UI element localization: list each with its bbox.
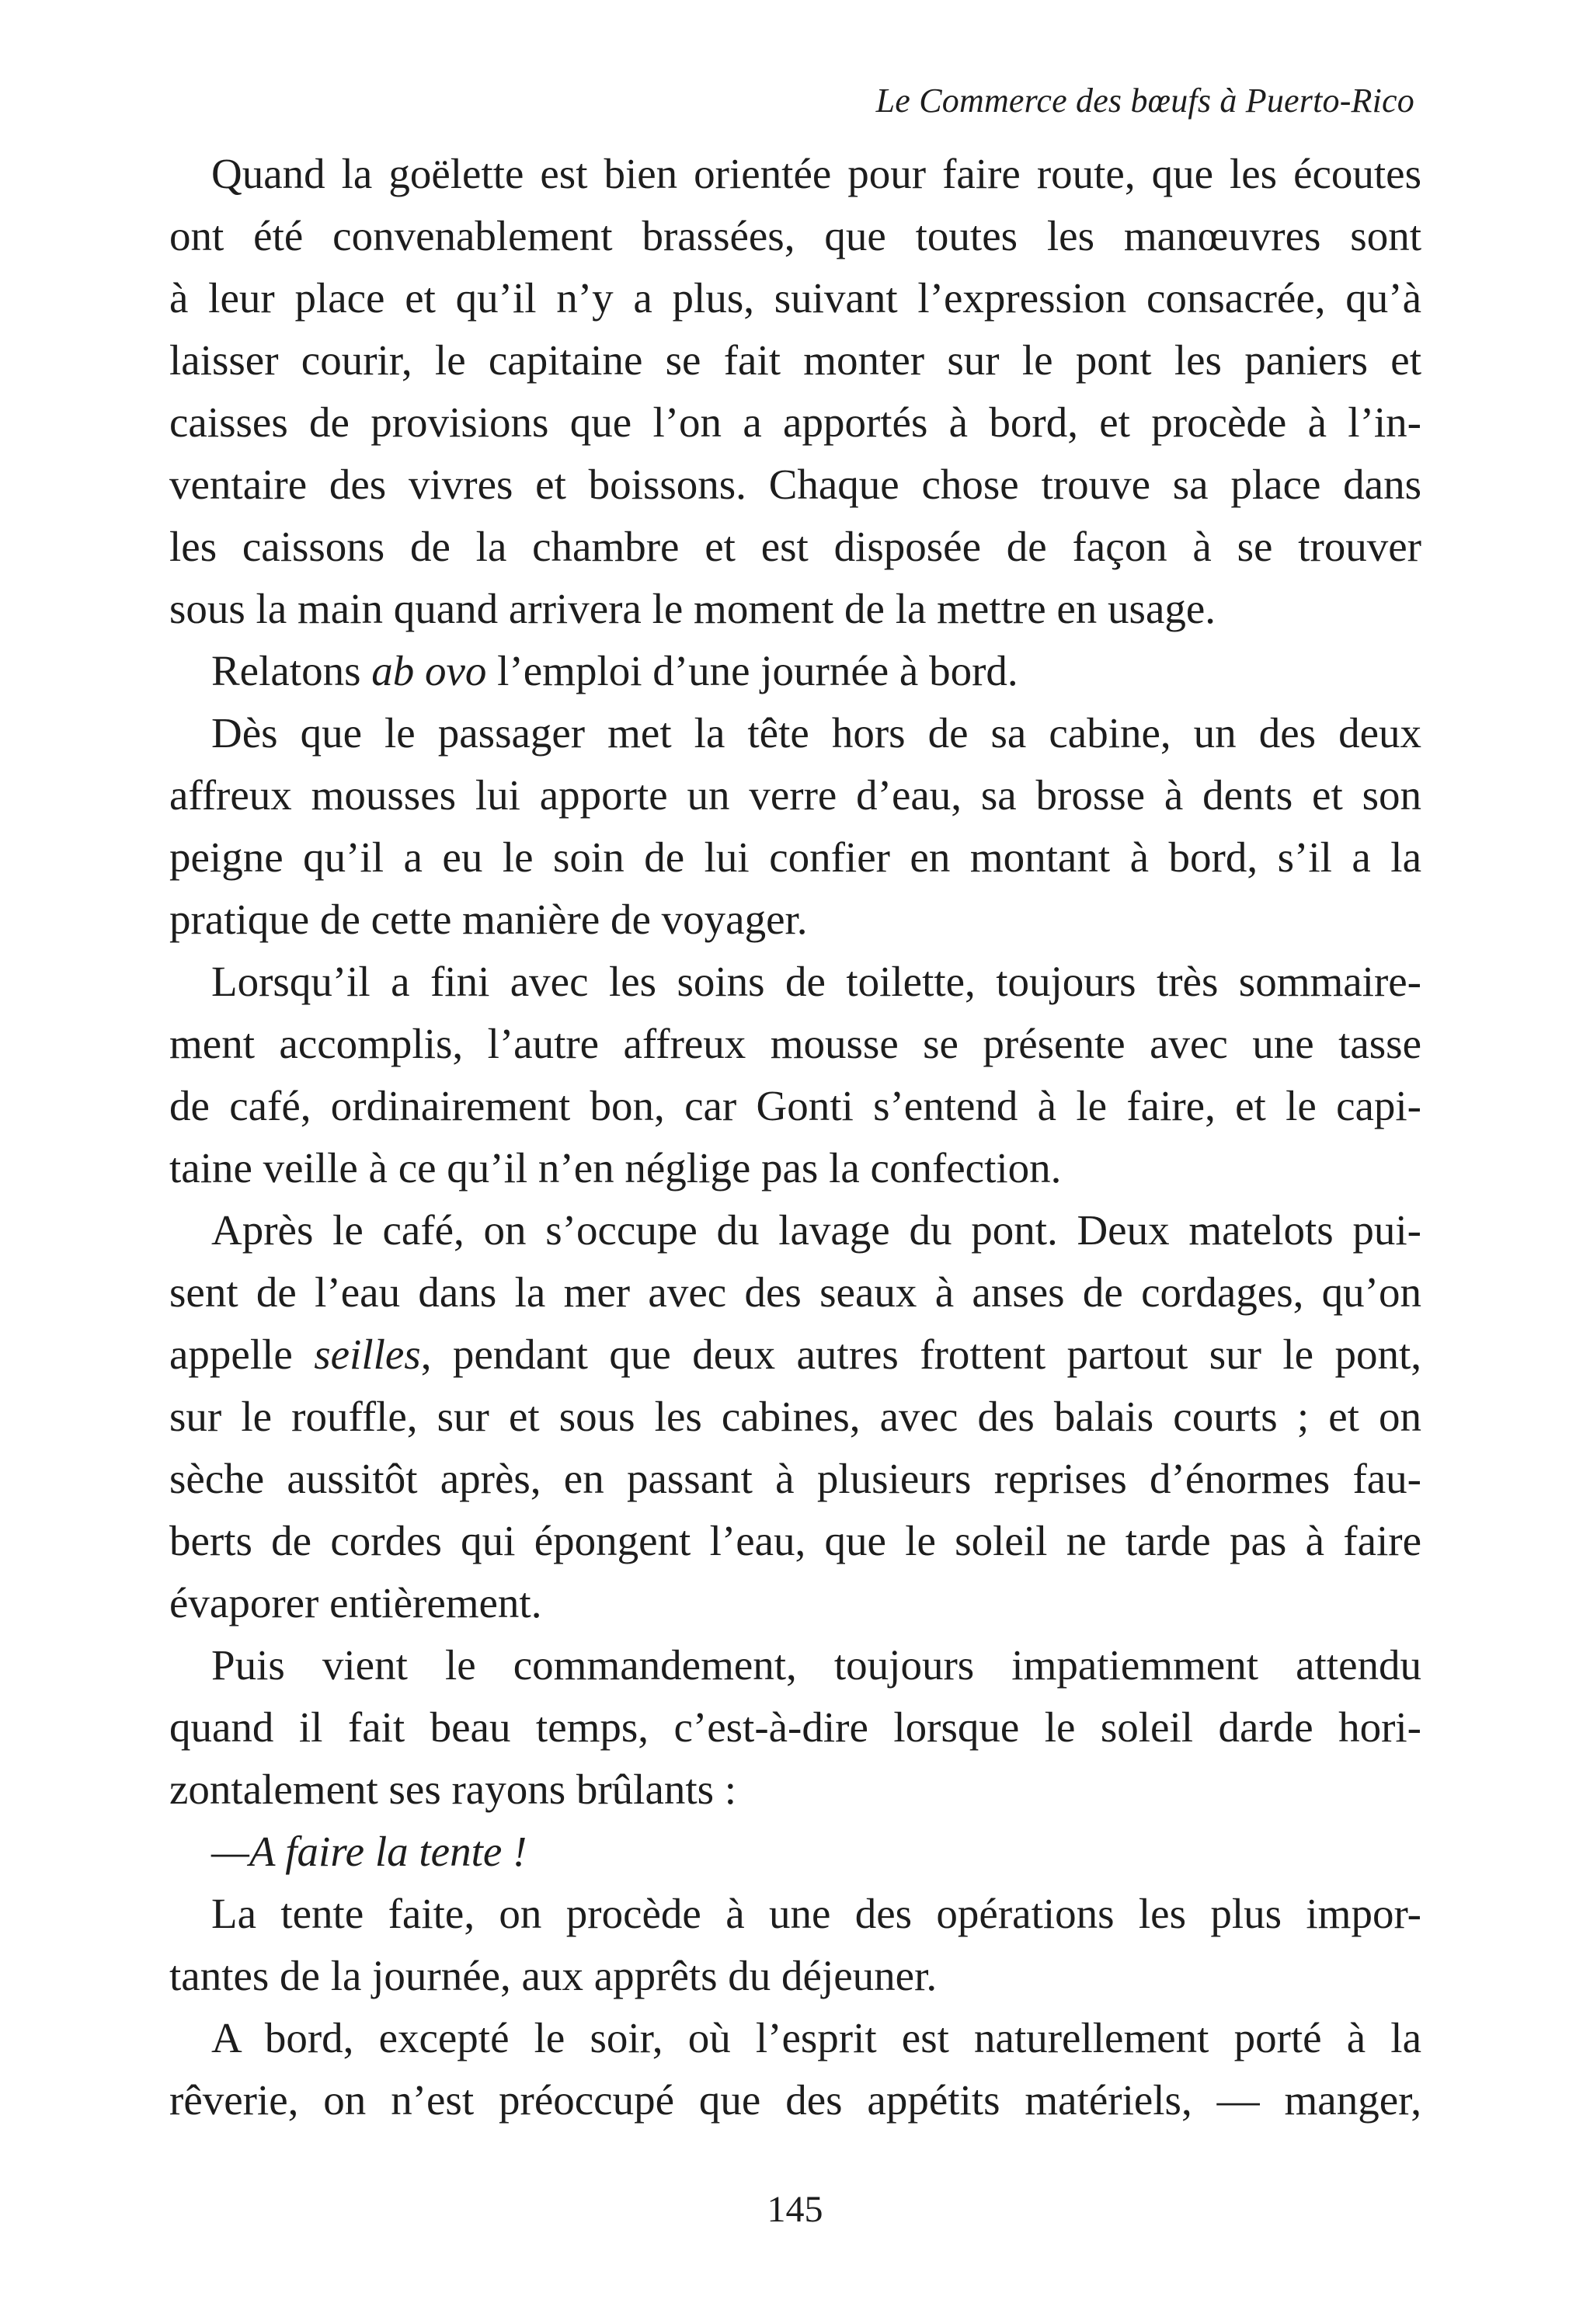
text-line: sous la main quand arrivera le moment de la mettre en usage. <box>169 585 1216 632</box>
text-line: berts de cordes qui épongent l’eau, que le soleil ne tarde pas à faire <box>169 1517 1421 1564</box>
text-line: tantes de la journée, aux apprêts du déjeuner. <box>169 1952 938 1999</box>
text-line <box>169 640 1421 702</box>
text-line: ment accomplis, l’autre affreux mousse se présente avec une tasse <box>169 1020 1421 1067</box>
italic-word: seilles <box>314 1331 421 1378</box>
text-line: caisses de provisions que l’on a apportés à bord, et procède à l’in- <box>169 398 1421 446</box>
text-line: sur le rouffle, sur et sous les cabines, avec des balais courts ; et on <box>169 1393 1421 1440</box>
text-line: Quand la goëlette est bien orientée pour faire route, que les écoutes <box>211 150 1421 197</box>
text-span: Relatons <box>211 647 372 694</box>
text-line: A bord, excepté le soir, où l’esprit est naturellement porté à la <box>211 2014 1421 2061</box>
text-line: Lorsqu’il a fini avec les soins de toilette, toujours très sommaire- <box>211 958 1421 1005</box>
text-line: affreux mousses lui apporte un verre d’eau, sa brosse à dents et son <box>169 771 1421 819</box>
text-span: , pendant que deux autres frottent partout sur le pont, <box>420 1331 1422 1378</box>
italic-command: —A faire la tente ! <box>211 1828 527 1875</box>
text-line: les caissons de la chambre et est disposée de façon à se trouver <box>169 523 1421 570</box>
text-line: évaporer entièrement. <box>169 1579 542 1626</box>
text-line: Puis vient le commandement, toujours impatiemment attendu <box>211 1641 1421 1689</box>
text-span: appelle <box>169 1331 315 1378</box>
body-text <box>169 143 1421 2131</box>
text-line: de café, ordinairement bon, car Gonti s’entend à le faire, et le capi- <box>169 1082 1421 1129</box>
text-line: pratique de cette manière de voyager. <box>169 896 808 943</box>
italic-phrase: ab ovo <box>371 647 487 694</box>
text-line: peigne qu’il a eu le soin de lui confier en montant à bord, s’il a la <box>169 833 1421 881</box>
text-line: laisser courir, le capitaine se fait monter sur le pont les paniers et <box>169 336 1421 384</box>
text-line: rêverie, on n’est préoccupé que des appétits matériels, — manger, <box>169 2076 1421 2124</box>
text-line: ont été convenablement brassées, que toutes les manœuvres sont <box>169 212 1421 259</box>
running-header: Le Commerce des bœufs à Puerto-Rico <box>875 82 1414 120</box>
text-line: ventaire des vivres et boissons. Chaque chose trouve sa place dans <box>169 461 1421 508</box>
text-span: l’emploi d’une journée à bord. <box>486 647 1018 694</box>
text-line <box>169 1821 1421 1883</box>
text-line: taine veille à ce qu’il n’en néglige pas la confection. <box>169 1144 1062 1192</box>
text-line: à leur place et qu’il n’y a plus, suivant l’expression consacrée, qu’à <box>169 274 1421 322</box>
text-line: quand il fait beau temps, c’est-à-dire lorsque le soleil darde hori- <box>169 1703 1421 1751</box>
text-line: La tente faite, on procède à une des opérations les plus impor- <box>211 1890 1421 1937</box>
text-line: sent de l’eau dans la mer avec des seaux à anses de cordages, qu’on <box>169 1268 1421 1316</box>
text-line: Après le café, on s’occupe du lavage du pont. Deux matelots pui- <box>211 1206 1421 1254</box>
page-number: 145 <box>767 2189 823 2230</box>
text-line: Dès que le passager met la tête hors de sa cabine, un des deux <box>211 709 1421 757</box>
text-line: sèche aussitôt après, en passant à plusieurs reprises d’énormes fau- <box>169 1455 1421 1502</box>
text-line <box>169 1324 1421 1386</box>
text-line: zontalement ses rayons brûlants : <box>169 1766 737 1813</box>
